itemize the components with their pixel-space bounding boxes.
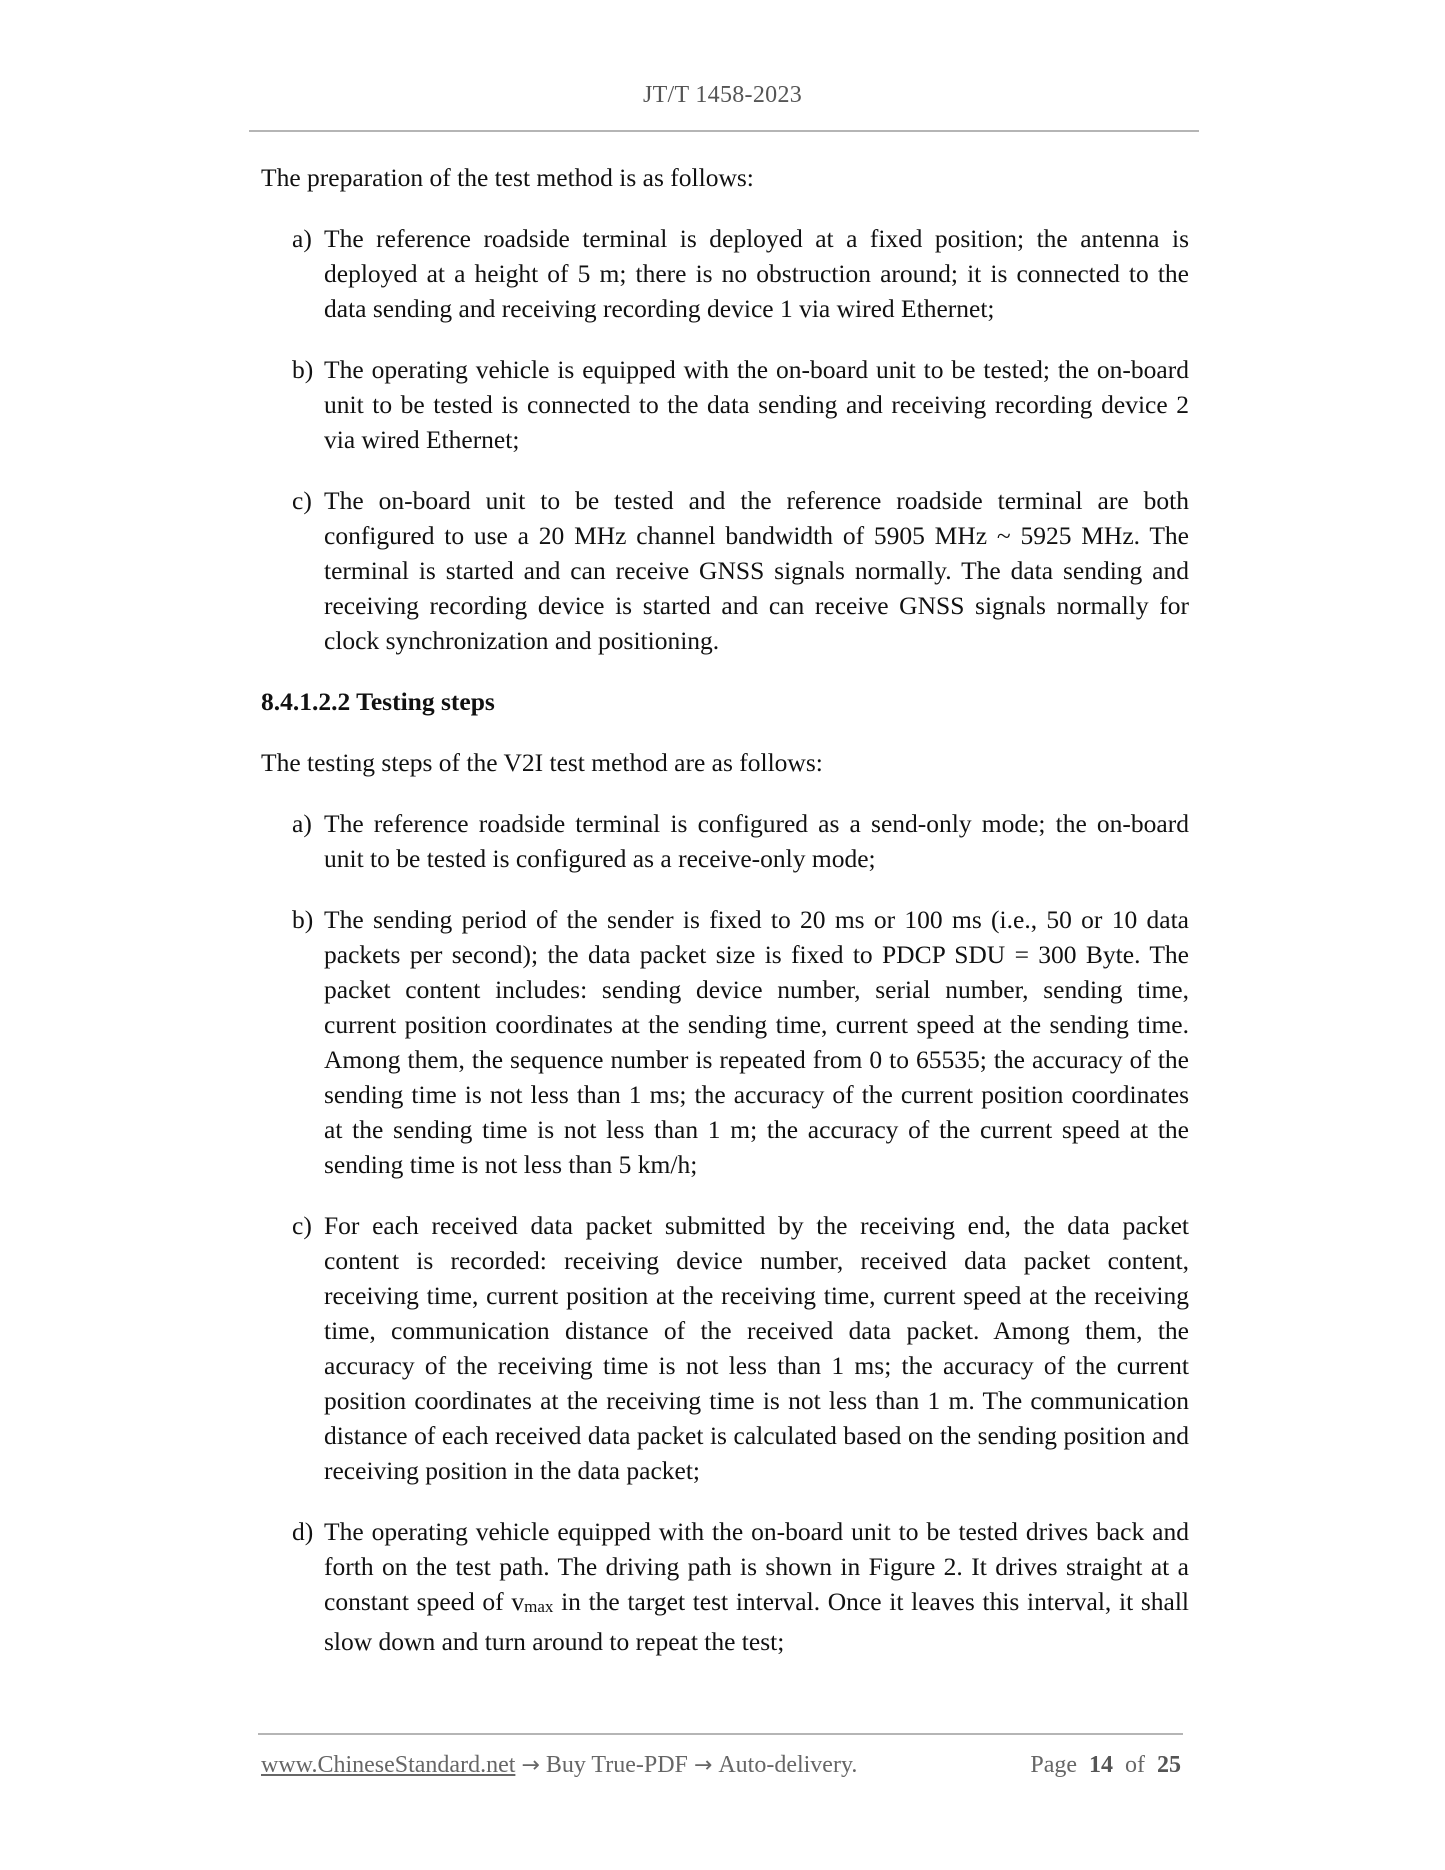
arrow-right-icon: → <box>521 1753 540 1778</box>
list-item-text: The reference roadside terminal is deployed at a fixed position; the antenna is deployed at a height of 5 m; there is no obstruction around; it is connected to the data sending and receiving recording device 1 via wired Ethernet; <box>324 224 1189 323</box>
page-current: 14 <box>1089 1752 1113 1778</box>
intro-paragraph: The preparation of the test method is as follows: <box>261 163 754 192</box>
step-item-d <box>292 1514 1189 1659</box>
list-marker: b) <box>292 355 314 384</box>
arrow-right-icon: → <box>693 1753 713 1778</box>
step-item-b <box>292 902 1189 1182</box>
list-marker: a) <box>292 809 312 838</box>
steps-intro-paragraph: The testing steps of the V2I test method are as follows: <box>261 748 823 777</box>
list-item-text <box>324 1514 1189 1659</box>
buy-pdf-text: Buy True-PDF <box>545 1752 688 1778</box>
header-divider <box>249 130 1199 132</box>
auto-delivery-text: Auto-delivery. <box>718 1752 858 1778</box>
list-item-text: The reference roadside terminal is configured as a send-only mode; the on-board unit to be tested is configured as a receive-only mode; <box>324 809 1189 873</box>
preparation-item-a <box>292 221 1189 326</box>
list-item-text: For each received data packet submitted by the receiving end, the data packet content is recorded: receiving device number, received data packet content, receiving time, current position at the receiving time, current speed at the receiving time, communication distance of the received data packet. Among them, the accuracy of the receiving time is not less than 1 ms; the accuracy of the current position coordinates at the receiving time is not less than 1 m. The communication distance of each received data packet is calculated based on the sending position and receiving position in the data packet; <box>324 1211 1189 1485</box>
standard-code-header: JT/T 1458-2023 <box>642 82 803 108</box>
page-total: 25 <box>1157 1752 1181 1778</box>
list-marker: c) <box>292 1211 312 1240</box>
list-marker: c) <box>292 486 312 515</box>
list-item-text: The on-board unit to be tested and the reference roadside terminal are both configured to use a 20 MHz channel bandwidth of 5905 MHz ~ 5925 MHz. The terminal is started and can receive GNSS signals normally. The data sending and receiving recording device is started and can receive GNSS signals normally for clock synchronization and positioning. <box>324 486 1189 655</box>
list-item-text: The sending period of the sender is fixed to 20 ms or 100 ms (i.e., 50 or 10 data packets per second); the data packet size is fixed to PDCP SDU = 300 Byte. The packet content includes: sending device number, serial number, sending time, current position coordinates at the sending time, current speed at the sending time. Among them, the sequence number is repeated from 0 to 65535; the accuracy of the sending time is not less than 1 ms; the accuracy of the current position coordinates at the sending time is not less than 1 m; the accuracy of the current speed at the sending time is not less than 5 km/h; <box>324 905 1189 1179</box>
page-footer <box>261 1752 1181 1784</box>
website-link[interactable]: www.ChineseStandard.net <box>261 1752 516 1778</box>
page-label: Page <box>1030 1752 1077 1778</box>
step-item-c <box>292 1208 1189 1488</box>
list-marker: b) <box>292 905 314 934</box>
footer-divider <box>258 1733 1183 1735</box>
vmax-subscript: max <box>524 1597 554 1616</box>
page-number <box>1030 1752 1181 1779</box>
list-marker: a) <box>292 224 312 253</box>
footer-promo <box>261 1752 857 1779</box>
page-content <box>261 160 1189 1685</box>
step-item-a <box>292 806 1189 876</box>
list-marker: d) <box>292 1517 314 1546</box>
text-segment: in the target test interval. Once it leaves this interval, it shall slow down and turn around to repeat the test; <box>324 1587 1190 1656</box>
text-segment: The operating vehicle equipped with the on-board unit to be tested drives back and forth on the test path. The driving path is shown in Figure 2. It drives straight at a constant speed of v <box>324 1517 1189 1616</box>
section-heading: 8.4.1.2.2 Testing steps <box>261 687 495 716</box>
page-of-label: of <box>1125 1752 1145 1778</box>
preparation-item-c <box>292 483 1189 658</box>
list-item-text: The operating vehicle is equipped with the on-board unit to be tested; the on-board unit to be tested is connected to the data sending and receiving recording device 2 via wired Ethernet; <box>324 355 1189 454</box>
preparation-item-b <box>292 352 1189 457</box>
